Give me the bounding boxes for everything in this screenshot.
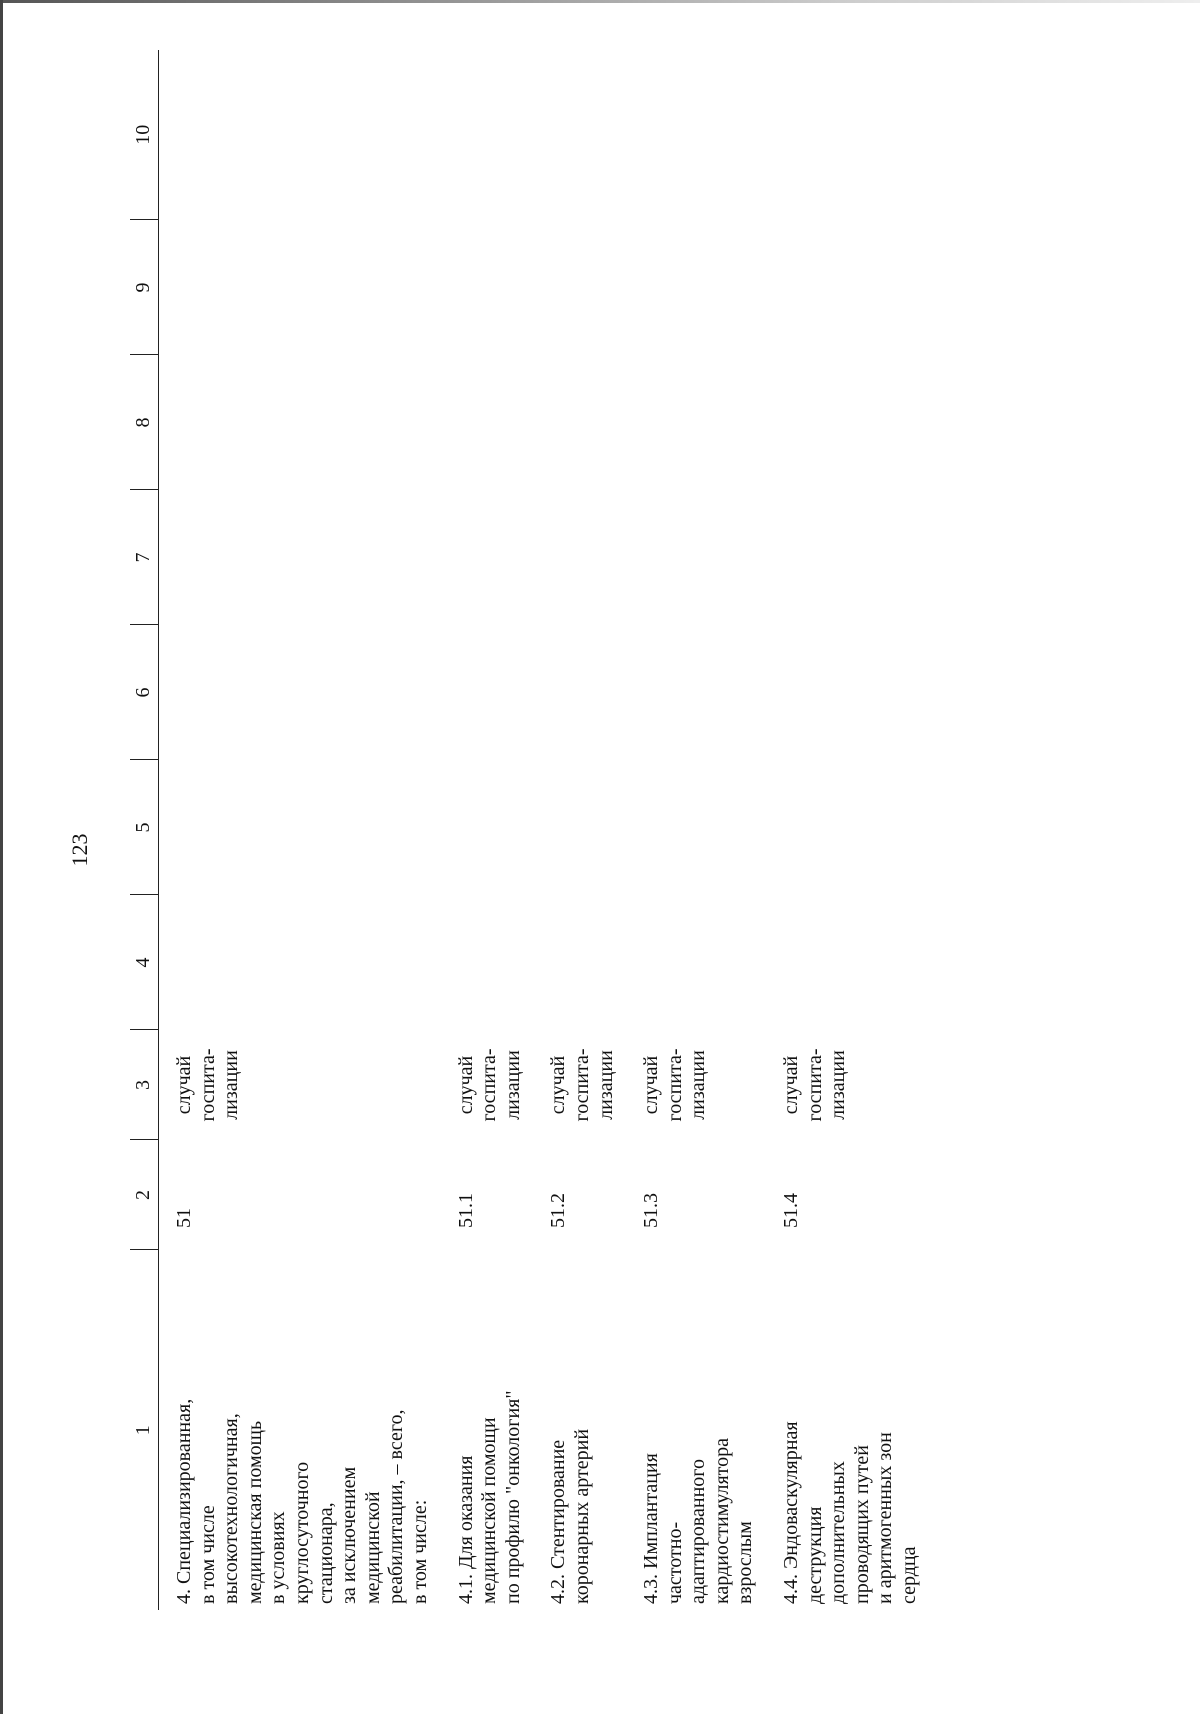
empty-cell [626,220,766,355]
row-name-line: 4. Специализированная, [173,1398,195,1604]
row-name-line: 4.1. Для оказания [454,1455,477,1604]
data-table [130,50,930,1610]
table-row [441,50,534,1610]
row-name-line: деструкция [803,1506,826,1604]
row-unit-cell [159,1030,441,1140]
row-name-line: взрослым [734,1521,757,1604]
row-unit-line: лизации [501,1050,524,1120]
table-row [533,50,626,1610]
row-name-line: медицинская помощь [243,1420,266,1604]
scan-edge-top [0,0,1200,3]
empty-cell [533,50,626,220]
empty-cell [766,50,930,220]
row-name-line: за исключением [338,1466,361,1604]
row-name-line: высокотехнологичная, [220,1413,243,1604]
row-name-cell [766,1250,930,1610]
row-name-line: сердца [898,1546,921,1604]
page-number: 123 [67,833,92,867]
empty-cell [626,490,766,625]
empty-cell [626,355,766,490]
empty-cell [766,760,930,895]
row-code-cell: 51.2 [547,1193,570,1228]
row-code-cell: 51.1 [454,1193,477,1228]
empty-cell [441,760,534,895]
empty-cell [533,760,626,895]
empty-cell [766,490,930,625]
row-name-line: 4.4. Эндоваскулярная [780,1421,803,1604]
row-unit-line: лизации [220,1050,243,1120]
empty-cell [766,895,930,1030]
row-name-line: в том числе: [408,1499,431,1604]
column-header: 9 [130,220,159,355]
row-unit-cell [626,1030,766,1140]
row-name-line: в том числе [196,1505,219,1604]
empty-cell [533,355,626,490]
column-header: 6 [130,625,159,760]
row-name-line: проводящих путей [850,1445,873,1604]
column-header: 10 [130,50,159,220]
row-unit-cell [533,1030,626,1140]
empty-cell [159,895,441,1030]
row-unit-line: случай [780,1055,803,1115]
table-row [626,50,766,1610]
empty-cell [441,895,534,1030]
column-header: 8 [130,355,159,490]
row-name-line: 4.2. Стентирование [547,1439,570,1604]
column-header: 1 [130,1250,159,1610]
column-header: 3 [130,1030,159,1140]
row-name-line: кардиостимулятора [710,1437,733,1604]
empty-cell [626,760,766,895]
empty-cell [766,355,930,490]
row-name-line: медицинской [361,1491,384,1604]
row-name-line: и аритмогенных зон [874,1432,897,1604]
empty-cell [159,220,441,355]
empty-cell [159,50,441,220]
column-header: 2 [130,1140,159,1250]
row-name-cell [441,1250,534,1610]
table-body [159,50,930,1610]
row-name-line: в условиях [267,1511,290,1604]
row-unit-line: госпита- [196,1048,219,1122]
row-unit-line: случай [454,1055,477,1115]
empty-cell [766,625,930,760]
row-name-line: дополнительных [827,1461,850,1604]
row-unit-line: госпита- [478,1048,501,1122]
row-name-line: адаптированного [687,1459,710,1604]
row-name-cell [626,1250,766,1610]
column-header: 5 [130,760,159,895]
empty-cell [159,625,441,760]
row-name-line: частотно- [663,1521,686,1604]
row-unit-cell [766,1030,930,1140]
empty-cell [626,50,766,220]
row-name-line: коронарных артерий [570,1428,593,1604]
rotated-table-container [130,50,940,1610]
row-name-line: по профилю "онкология" [501,1390,524,1604]
column-header: 4 [130,895,159,1030]
row-unit-line: случай [173,1055,195,1115]
row-name-line: 4.3. Имплантация [640,1453,663,1604]
row-unit-cell [441,1030,534,1140]
empty-cell [626,895,766,1030]
empty-cell [441,50,534,220]
empty-cell [533,220,626,355]
row-unit-line: случай [547,1055,570,1115]
row-unit-line: лизации [594,1050,617,1120]
table-row [766,50,930,1610]
row-name-line: медицинской помощи [478,1417,501,1604]
row-unit-line: лизации [687,1050,710,1120]
row-unit-line: госпита- [803,1048,826,1122]
row-name-line: реабилитации, – всего, [385,1409,408,1604]
empty-cell [766,220,930,355]
empty-cell [159,490,441,625]
empty-cell [533,490,626,625]
row-unit-line: госпита- [663,1048,686,1122]
row-name-cell [533,1250,626,1610]
empty-cell [441,625,534,760]
row-name-line: стационара, [314,1502,337,1604]
empty-cell [441,490,534,625]
row-unit-line: госпита- [570,1048,593,1122]
row-code-cell: 51.3 [640,1193,663,1228]
table-row [159,50,441,1610]
empty-cell [159,760,441,895]
empty-cell [626,625,766,760]
empty-cell [441,355,534,490]
row-unit-line: лизации [827,1050,850,1120]
row-code-cell: 51.4 [780,1193,803,1228]
row-unit-line: случай [640,1055,663,1115]
scan-edge-left [0,0,3,1714]
empty-cell [441,220,534,355]
column-header: 7 [130,490,159,625]
row-name-line: круглосуточного [290,1461,313,1604]
empty-cell [533,625,626,760]
empty-cell [533,895,626,1030]
row-code-cell: 51 [173,1208,195,1228]
header-row [130,50,159,1610]
empty-cell [159,355,441,490]
row-name-cell [159,1250,441,1610]
